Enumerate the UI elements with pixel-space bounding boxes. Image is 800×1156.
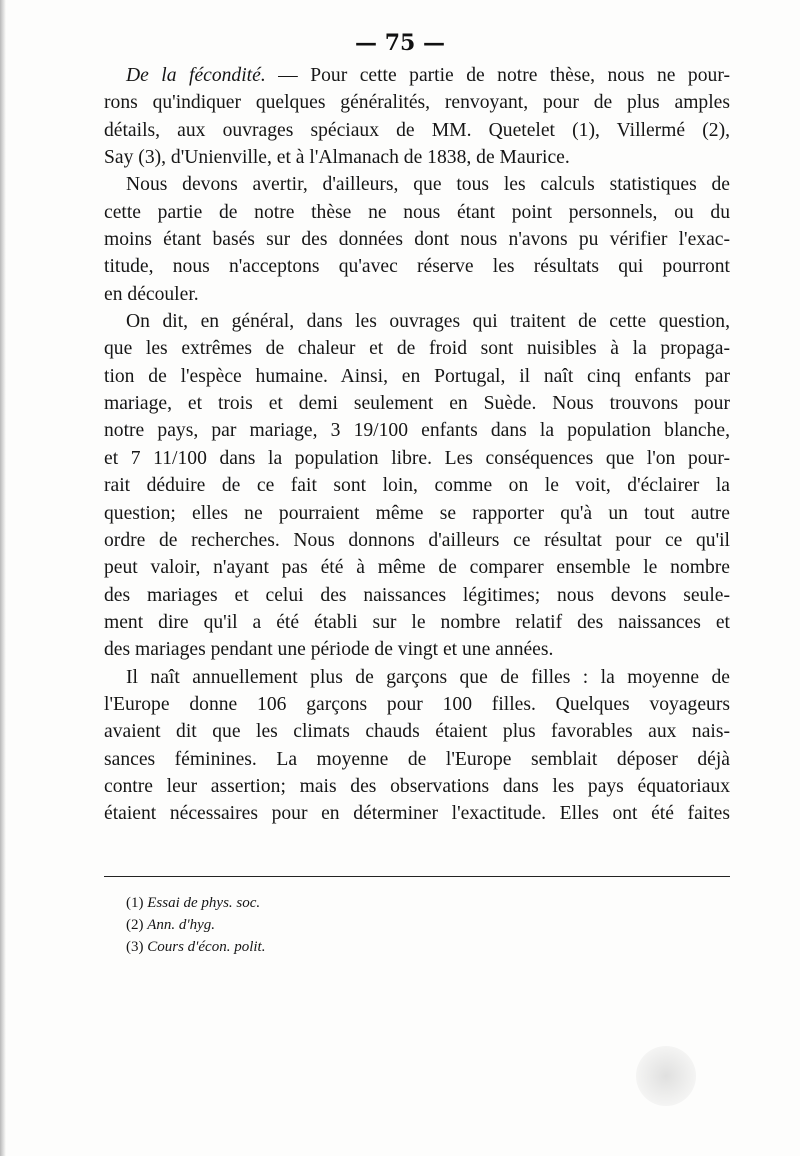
footnote-separator (104, 876, 730, 877)
section-title: De la fécondité. (126, 65, 266, 86)
text-line: des mariages pendant une période de vingt et une années. (104, 639, 554, 661)
footnote-text: Ann. d'hyg. (147, 917, 216, 933)
page-number: — 75 — (355, 30, 445, 56)
footnote (126, 892, 526, 914)
paper-stain (636, 1046, 696, 1106)
footnote-text: Cours d'écon. polit. (147, 939, 266, 955)
text-line: On dit, en général, dans les ouvrages qui traitent de cette question, (126, 311, 730, 333)
text-line: Nous devons avertir, d'ailleurs, que tous les calculs statistiques de (126, 174, 730, 196)
footnote (126, 936, 526, 958)
text-line: peut valoir, n'ayant pas été à même de comparer ensemble le nombre (104, 557, 730, 579)
text-line: détails, aux ouvrages spéciaux de MM. Quetelet (1), Villermé (2), (104, 119, 730, 141)
text-line: moins étant basés sur des données dont nous n'avons pu vérifier l'exac- (104, 229, 730, 251)
text-line: l'Europe donne 106 garçons pour 100 filles. Quelques voyageurs (104, 693, 730, 715)
text-line-rest: — Pour cette partie de notre thèse, nous ne pour- (265, 65, 730, 86)
text-line: en découler. (104, 283, 199, 305)
text-line: question; elles ne pourraient même se rapporter qu'à un tout autre (104, 502, 730, 524)
text-line: ordre de recherches. Nous donnons d'ailleurs ce résultat pour ce qu'il (104, 529, 730, 551)
text-line: titude, nous n'acceptons qu'avec réserve les résultats qui pourront (104, 256, 730, 278)
footnotes (126, 892, 526, 958)
text-line: Say (3), d'Unienville, et à l'Almanach de 1838, de Maurice. (104, 147, 570, 169)
text-line: rait déduire de ce fait sont loin, comme on le voit, d'éclairer la (104, 475, 730, 497)
text-line: contre leur assertion; mais des observations dans les pays équatoriaux (104, 775, 730, 797)
text-line: étaient nécessaires pour en déterminer l'exactitude. Elles ont été faites (104, 803, 730, 825)
footnote (126, 914, 526, 936)
footnote-mark: (3) (126, 939, 144, 955)
text-line: tion de l'espèce humaine. Ainsi, en Portugal, il naît cinq enfants par (104, 365, 730, 387)
footnote-text: Essai de phys. soc. (147, 895, 261, 911)
text-line: notre pays, par mariage, 3 19/100 enfants dans la population blanche, (104, 420, 730, 442)
text-line (104, 62, 730, 89)
text-line: et 7 11/100 dans la population libre. Les conséquences que l'on pour- (104, 447, 730, 469)
text-line: sances féminines. La moyenne de l'Europe semblait déposer déjà (104, 748, 730, 770)
text-line: mariage, et trois et demi seulement en Suède. Nous trouvons pour (104, 393, 730, 415)
footnote-mark: (1) (126, 895, 144, 911)
text-line: Il naît annuellement plus de garçons que de filles : la moyenne de (126, 666, 730, 688)
text-line: ment dire qu'il a été établi sur le nombre relatif des naissances et (104, 611, 730, 633)
text-line: cette partie de notre thèse ne nous étant point personnels, ou du (104, 201, 730, 223)
page-binding-shadow (0, 0, 6, 1156)
body-text (104, 62, 730, 828)
text-line: rons qu'indiquer quelques généralités, renvoyant, pour de plus amples (104, 92, 730, 114)
footnote-mark: (2) (126, 917, 144, 933)
text-line: avaient dit que les climats chauds étaient plus favorables aux nais- (104, 721, 730, 743)
text-line: que les extrêmes de chaleur et de froid sont nuisibles à la propaga- (104, 338, 730, 360)
text-line: des mariages et celui des naissances légitimes; nous devons seule- (104, 584, 730, 606)
